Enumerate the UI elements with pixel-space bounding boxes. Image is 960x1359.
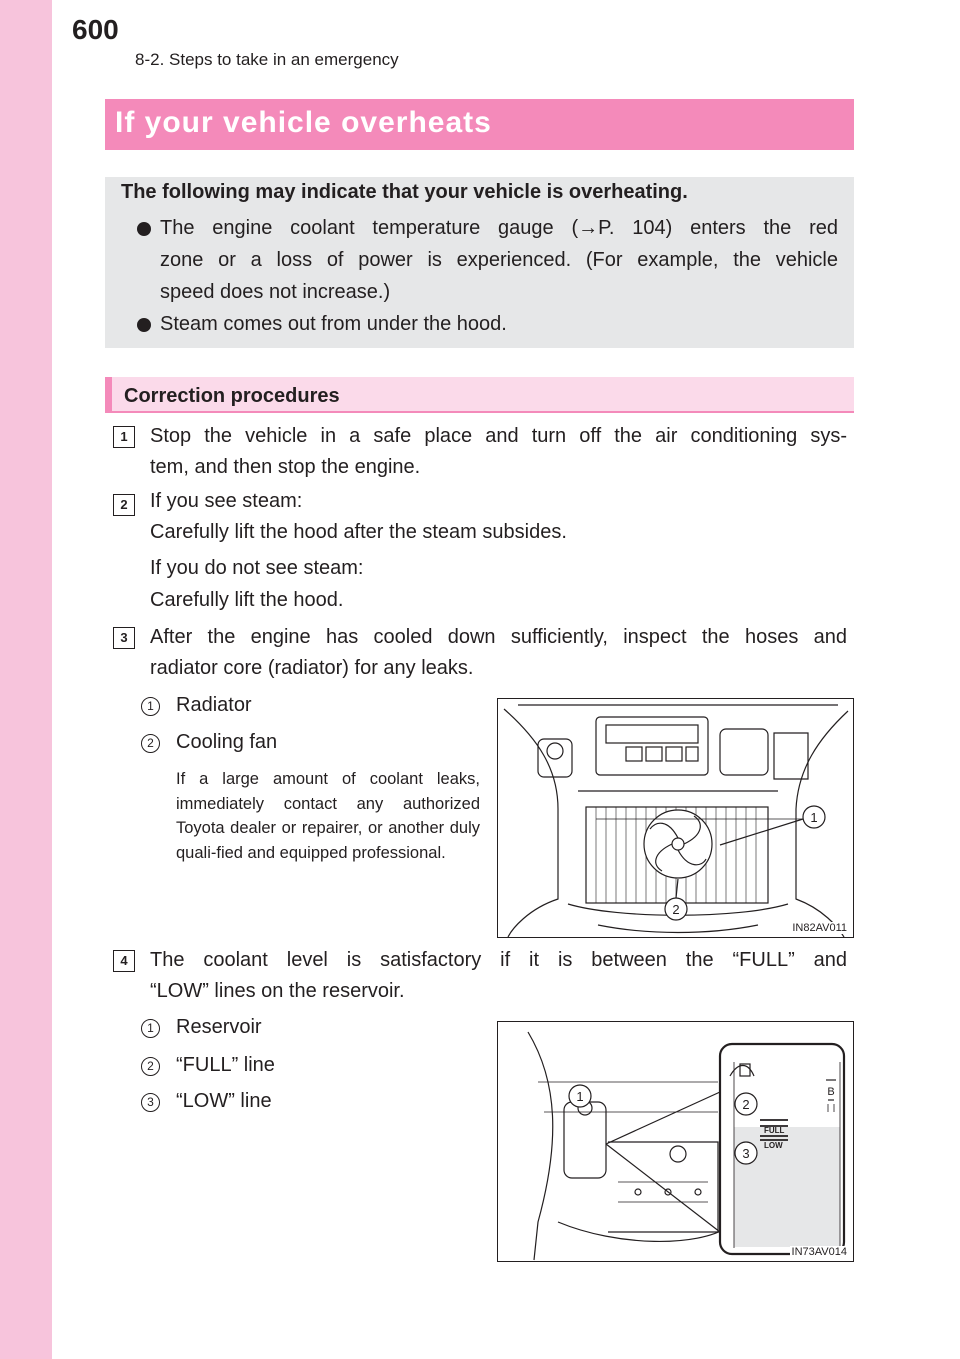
callout-label-radiator: Radiator — [176, 694, 252, 716]
indicator-line: zone or a loss of power is experienced. (For example, the vehicle — [160, 249, 838, 271]
step-3-text: radiator core (radiator) for any leaks. — [150, 657, 474, 679]
page-number: 600 — [72, 14, 119, 45]
step-3-text: After the engine has cooled down sufficiently, inspect the hoses and — [150, 626, 847, 648]
callout-label-full-line: “FULL” line — [176, 1054, 275, 1076]
callout-number-1: 1 — [141, 697, 160, 716]
callout-label-reservoir: Reservoir — [176, 1016, 262, 1038]
subsection-title: Correction procedures — [124, 385, 340, 407]
reservoir-drawing — [498, 1022, 854, 1262]
figure-callout-3: 3 — [742, 1146, 750, 1161]
figure-code: IN73AV014 — [791, 1246, 847, 1258]
callout-number-2: 2 — [141, 1057, 160, 1076]
step-4-text: The coolant level is satisfactory if it is between the “FULL” and — [150, 949, 847, 971]
step-number-3: 3 — [113, 627, 135, 649]
figure-callout-2: 2 — [672, 902, 680, 917]
step-number-1: 1 — [113, 426, 135, 448]
step-1-text: tem, and then stop the engine. — [150, 456, 421, 478]
indicator-line: The engine coolant temperature gauge (→P. 104) enters the red — [160, 217, 838, 239]
section-reference: 8-2. Steps to take in an emergency — [135, 50, 399, 69]
engine-bay-drawing — [498, 699, 854, 938]
step-number-4: 4 — [113, 950, 135, 972]
callout-label-cooling-fan: Cooling fan — [176, 731, 278, 753]
figure-callout-1: 1 — [810, 810, 818, 825]
indicator-line: Steam comes out from under the hood. — [160, 313, 507, 335]
engine-bay-illustration — [497, 698, 854, 938]
callout-number-2: 2 — [141, 734, 160, 753]
step-4-text: “LOW” lines on the reservoir. — [150, 980, 405, 1002]
indicators-heading: The following may indicate that your vehicle is overheating. — [121, 181, 688, 203]
callout-number-3: 3 — [141, 1093, 160, 1112]
step-number-2: 2 — [113, 494, 135, 516]
bullet-dot — [137, 222, 151, 236]
coolant-leak-note: If a large amount of coolant leaks, immediately contact any authorized Toyota dealer or repairer, or another duly quali-fied and equipped professional. — [176, 770, 480, 862]
reservoir-illustration — [497, 1021, 854, 1262]
step-2-text: If you do not see steam: — [150, 557, 364, 579]
gauge-low-mark: LOW — [764, 1141, 783, 1150]
page-title: If your vehicle overheats — [115, 106, 492, 139]
step-1-text: Stop the vehicle in a safe place and turn off the air conditioning sys- — [150, 425, 847, 447]
step-2-text: Carefully lift the hood after the steam subsides. — [150, 521, 567, 543]
gauge-b-mark: B — [827, 1086, 835, 1098]
side-tab-bar — [0, 0, 52, 1359]
gauge-full-mark: FULL — [764, 1126, 785, 1135]
step-2-text: If you see steam: — [150, 490, 303, 512]
figure-callout-1: 1 — [576, 1089, 584, 1104]
step-2-text: Carefully lift the hood. — [150, 589, 344, 611]
indicator-line: speed does not increase.) — [160, 281, 391, 303]
figure-code: IN82AV011 — [792, 922, 847, 934]
figure-callout-2: 2 — [742, 1097, 750, 1112]
callout-number-1: 1 — [141, 1019, 160, 1038]
callout-label-low-line: “LOW” line — [176, 1090, 272, 1112]
bullet-dot — [137, 318, 151, 332]
subsection-accent — [105, 377, 112, 413]
